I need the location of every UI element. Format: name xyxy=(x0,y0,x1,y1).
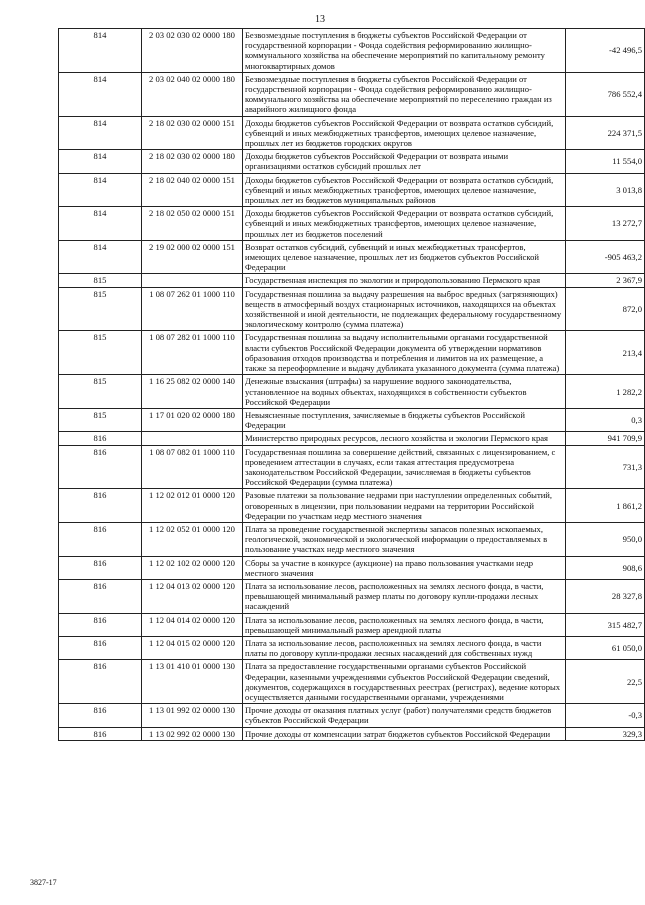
amount-cell: 908,6 xyxy=(566,556,645,579)
revenue-name-cell: Разовые платежи за пользование недрами при наступлении определенных событий, оговоренных в лицензии, при пользовании недрами на территории Российской Федерации по участкам недр местного значения xyxy=(243,489,566,523)
admin-code-cell: 814 xyxy=(59,116,142,150)
amount-cell: -0,3 xyxy=(566,704,645,727)
amount-cell: 941 709,9 xyxy=(566,432,645,445)
table-row xyxy=(59,287,645,331)
revenue-name-cell: Плата за использование лесов, расположенных на землях лесного фонда, в части, превышающей минимальный размер платы по договору купли-продажи лесных насаждений xyxy=(243,579,566,613)
table-row xyxy=(59,613,645,636)
amount-cell: 2 367,9 xyxy=(566,274,645,287)
amount-cell: 28 327,8 xyxy=(566,579,645,613)
table-row xyxy=(59,660,645,704)
admin-code-cell: 814 xyxy=(59,207,142,241)
admin-code-cell: 815 xyxy=(59,274,142,287)
amount-cell: 1 861,2 xyxy=(566,489,645,523)
amount-cell: 13 272,7 xyxy=(566,207,645,241)
amount-cell: -905 463,2 xyxy=(566,240,645,274)
budget-code-cell: 1 13 01 992 02 0000 130 xyxy=(142,704,243,727)
table-row xyxy=(59,522,645,556)
revenue-name-cell: Доходы бюджетов субъектов Российской Федерации от возврата иными организациями остатков субсидий прошлых лет xyxy=(243,150,566,173)
admin-code-cell: 816 xyxy=(59,445,142,489)
amount-cell: 329,3 xyxy=(566,727,645,740)
table-row xyxy=(59,150,645,173)
budget-code-cell: 1 17 01 020 02 0000 180 xyxy=(142,408,243,431)
revenue-name-cell: Государственная инспекция по экологии и природопользованию Пермского края xyxy=(243,274,566,287)
budget-code-cell: 1 08 07 282 01 1000 110 xyxy=(142,331,243,375)
revenue-name-cell: Плата за использование лесов, расположенных на землях лесного фонда, в части, превышающей минимальный размер арендной платы xyxy=(243,613,566,636)
admin-code-cell: 816 xyxy=(59,636,142,659)
table-row xyxy=(59,274,645,287)
revenue-name-cell: Прочие доходы от компенсации затрат бюджетов субъектов Российской Федерации xyxy=(243,727,566,740)
budget-code-cell: 2 18 02 050 02 0000 151 xyxy=(142,207,243,241)
budget-code-cell: 1 12 02 012 01 0000 120 xyxy=(142,489,243,523)
table-row xyxy=(59,331,645,375)
budget-code-cell: 1 13 02 992 02 0000 130 xyxy=(142,727,243,740)
admin-code-cell: 814 xyxy=(59,150,142,173)
revenue-name-cell: Безвозмездные поступления в бюджеты субъектов Российской Федерации от государственной корпорации - Фонда содействия реформированию жилищно-коммунального хозяйства на обеспечение мероприятий по капитальному ремонту многоквартирных домов xyxy=(243,29,566,73)
admin-code-cell: 815 xyxy=(59,408,142,431)
admin-code-cell: 815 xyxy=(59,287,142,331)
budget-code-cell: 2 19 02 000 02 0000 151 xyxy=(142,240,243,274)
budget-code-cell: 1 12 04 014 02 0000 120 xyxy=(142,613,243,636)
admin-code-cell: 816 xyxy=(59,522,142,556)
amount-cell: 224 371,5 xyxy=(566,116,645,150)
revenue-name-cell: Плата за использование лесов, расположенных на землях лесного фонда, в части платы по договору купли-продажи лесных насаждений для собственных нужд xyxy=(243,636,566,659)
budget-code-cell: 1 12 02 052 01 0000 120 xyxy=(142,522,243,556)
amount-cell: 950,0 xyxy=(566,522,645,556)
amount-cell: 0,3 xyxy=(566,408,645,431)
revenue-name-cell: Сборы за участие в конкурсе (аукционе) на право пользования участками недр местного значения xyxy=(243,556,566,579)
amount-cell: 213,4 xyxy=(566,331,645,375)
table-row xyxy=(59,240,645,274)
budget-code-cell: 2 18 02 040 02 0000 151 xyxy=(142,173,243,207)
amount-cell: 786 552,4 xyxy=(566,72,645,116)
amount-cell: -42 496,5 xyxy=(566,29,645,73)
table-row xyxy=(59,489,645,523)
table-row xyxy=(59,173,645,207)
revenue-name-cell: Плата за проведение государственной экспертизы запасов полезных ископаемых, геологической, экономической и экологической информации о предоставляемых в пользование участках недр местного значения xyxy=(243,522,566,556)
admin-code-cell: 816 xyxy=(59,727,142,740)
table-row xyxy=(59,72,645,116)
table-row xyxy=(59,408,645,431)
table-row xyxy=(59,556,645,579)
admin-code-cell: 816 xyxy=(59,704,142,727)
budget-code-cell: 1 12 02 102 02 0000 120 xyxy=(142,556,243,579)
budget-code-cell xyxy=(142,432,243,445)
admin-code-cell: 814 xyxy=(59,240,142,274)
amount-cell: 872,0 xyxy=(566,287,645,331)
table-row xyxy=(59,579,645,613)
admin-code-cell: 816 xyxy=(59,556,142,579)
admin-code-cell: 816 xyxy=(59,579,142,613)
table-row xyxy=(59,704,645,727)
admin-code-cell: 814 xyxy=(59,72,142,116)
revenue-name-cell: Прочие доходы от оказания платных услуг (работ) получателями средств бюджетов субъектов Российской Федерации xyxy=(243,704,566,727)
amount-cell: 61 050,0 xyxy=(566,636,645,659)
revenue-name-cell: Невыясненные поступления, зачисляемые в бюджеты субъектов Российской Федерации xyxy=(243,408,566,431)
table-row xyxy=(59,445,645,489)
budget-code-cell: 1 08 07 262 01 1000 110 xyxy=(142,287,243,331)
admin-code-cell: 815 xyxy=(59,331,142,375)
revenue-name-cell: Министерство природных ресурсов, лесного хозяйства и экологии Пермского края xyxy=(243,432,566,445)
budget-code-cell: 2 03 02 040 02 0000 180 xyxy=(142,72,243,116)
table-row xyxy=(59,432,645,445)
revenue-name-cell: Плата за предоставление государственными органами субъектов Российской Федерации, казенными учреждениями субъектов Российской Федерации сведений, документов, содержащихся в государственных реестрах (регистрах), ведение которых осуществляется данными государственными органами, учреждениями xyxy=(243,660,566,704)
table-row xyxy=(59,727,645,740)
admin-code-cell: 816 xyxy=(59,432,142,445)
admin-code-cell: 816 xyxy=(59,660,142,704)
amount-cell: 22,5 xyxy=(566,660,645,704)
budget-code-cell: 1 13 01 410 01 0000 130 xyxy=(142,660,243,704)
table-body xyxy=(59,29,645,741)
amount-cell: 731,3 xyxy=(566,445,645,489)
table-row xyxy=(59,207,645,241)
revenue-name-cell: Доходы бюджетов субъектов Российской Федерации от возврата остатков субсидий, субвенций и иных межбюджетных трансфертов, имеющих целевое назначение, прошлых лет из бюджетов муниципальных районов xyxy=(243,173,566,207)
amount-cell: 315 482,7 xyxy=(566,613,645,636)
table-row xyxy=(59,636,645,659)
revenue-name-cell: Безвозмездные поступления в бюджеты субъектов Российской Федерации от государственной корпорации - Фонда содействия реформированию жилищно-коммунального хозяйства на обеспечение мероприятий по переселению граждан из аварийного жилищного фонда xyxy=(243,72,566,116)
table-row xyxy=(59,375,645,409)
budget-code-cell: 1 16 25 082 02 0000 140 xyxy=(142,375,243,409)
amount-cell: 3 013,8 xyxy=(566,173,645,207)
budget-code-cell: 1 12 04 015 02 0000 120 xyxy=(142,636,243,659)
table-row xyxy=(59,29,645,73)
admin-code-cell: 816 xyxy=(59,489,142,523)
revenue-name-cell: Государственная пошлина за выдачу исполнительными органами государственной власти субъектов Российской Федерации документа об утверждении нормативов образования отходов производства и потребления и лимитов на их размещение, а также за переоформление и выдачу дубликата указанного документа (сумма платежа) xyxy=(243,331,566,375)
budget-code-cell: 2 18 02 030 02 0000 151 xyxy=(142,116,243,150)
revenue-name-cell: Денежные взыскания (штрафы) за нарушение водного законодательства, установленное на водных объектах, находящихся в собственности субъектов Российской Федерации xyxy=(243,375,566,409)
admin-code-cell: 814 xyxy=(59,173,142,207)
admin-code-cell: 816 xyxy=(59,613,142,636)
revenue-name-cell: Государственная пошлина за выдачу разрешения на выброс вредных (загрязняющих) веществ в атмосферный воздух стационарных источников, находящихся на объектах хозяйственной и иной деятельности, не подлежащих федеральному государственному экологическому контролю (сумма платежа) xyxy=(243,287,566,331)
document-code: 3827-17 xyxy=(30,878,57,887)
amount-cell: 11 554,0 xyxy=(566,150,645,173)
revenue-name-cell: Государственная пошлина за совершение действий, связанных с лицензированием, с проведением аттестации в случаях, если такая аттестация предусмотрена законодательством Российской Федерации, зачисляемая в бюджеты субъектов Российской Федерации (сумма платежа) xyxy=(243,445,566,489)
amount-cell: 1 282,2 xyxy=(566,375,645,409)
budget-code-cell: 1 12 04 013 02 0000 120 xyxy=(142,579,243,613)
admin-code-cell: 814 xyxy=(59,29,142,73)
revenue-name-cell: Доходы бюджетов субъектов Российской Федерации от возврата остатков субсидий, субвенций и иных межбюджетных трансфертов, имеющих целевое назначение, прошлых лет из бюджетов поселений xyxy=(243,207,566,241)
admin-code-cell: 815 xyxy=(59,375,142,409)
budget-code-cell: 2 03 02 030 02 0000 180 xyxy=(142,29,243,73)
table-row xyxy=(59,116,645,150)
budget-code-cell: 1 08 07 082 01 1000 110 xyxy=(142,445,243,489)
budget-code-cell xyxy=(142,274,243,287)
revenue-name-cell: Доходы бюджетов субъектов Российской Федерации от возврата остатков субсидий, субвенций и иных межбюджетных трансфертов, имеющих целевое назначение, прошлых лет из бюджетов городских округов xyxy=(243,116,566,150)
page-number: 13 xyxy=(315,14,325,25)
revenue-name-cell: Возврат остатков субсидий, субвенций и иных межбюджетных трансфертов, имеющих целевое назначение, прошлых лет из бюджетов субъектов Российской Федерации xyxy=(243,240,566,274)
budget-code-cell: 2 18 02 030 02 0000 180 xyxy=(142,150,243,173)
budget-revenue-table xyxy=(58,28,645,741)
